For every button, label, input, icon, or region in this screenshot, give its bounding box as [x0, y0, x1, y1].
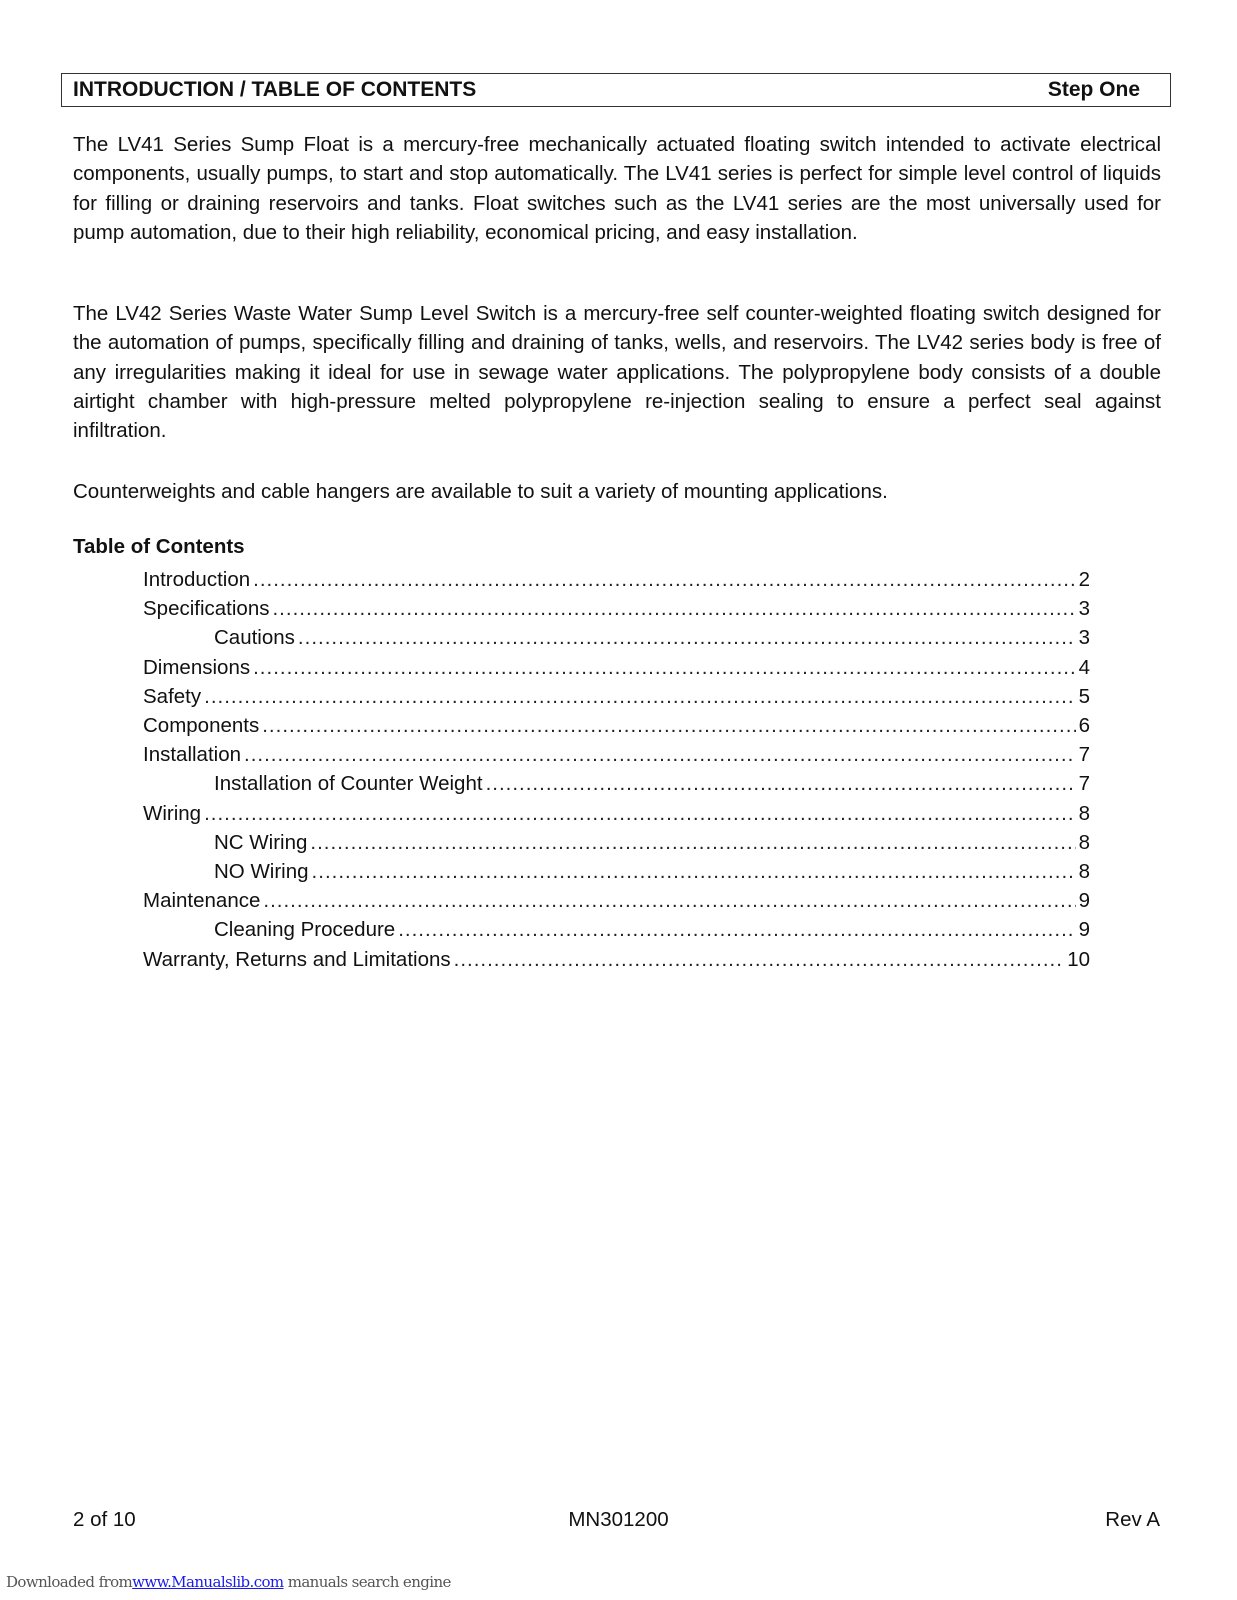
toc-entry-label: Dimensions: [143, 655, 251, 679]
section-header: [61, 73, 1171, 107]
toc-leader-dots: [454, 945, 1065, 975]
footer-page-number: 2 of 10: [73, 1508, 136, 1531]
toc-entry-page: 3: [1078, 597, 1090, 621]
step-label: Step One: [1047, 78, 1140, 101]
toc-leader-dots: [310, 828, 1075, 858]
toc-leader-dots: [263, 886, 1075, 916]
toc-entry-label: Wiring: [143, 801, 202, 825]
toc-entry[interactable]: [214, 828, 1090, 858]
toc-entry-page: 5: [1078, 684, 1090, 708]
toc-leader-dots: [298, 623, 1076, 653]
toc-entry-label: Introduction: [143, 568, 251, 591]
toc-leader-dots: [272, 594, 1075, 624]
toc-leader-dots: [253, 565, 1075, 595]
toc-entry-page: 2: [1078, 568, 1090, 591]
toc-entry[interactable]: [214, 915, 1090, 945]
section-title: INTRODUCTION / TABLE OF CONTENTS: [73, 78, 477, 101]
footer-doc-number: MN301200: [568, 1508, 669, 1531]
toc-entry-page: 10: [1067, 947, 1090, 971]
toc-entry-label: Specifications: [143, 597, 270, 621]
toc-entry-page: 7: [1078, 743, 1090, 767]
intro-paragraph-lv42: The LV42 Series Waste Water Sump Level Switch is a mercury-free self counter-weighted floating switch designed for the automation of pumps, specifically filling and draining of tanks, wells, and reservoirs. The LV42 series body is free of any irregularities making it ideal for use in sewage water applications. The polypropylene body consists of a double airtight chamber with high-pressure melted polypropylene re-injection sealing to ensure a perfect seal against infiltration.: [73, 302, 1161, 443]
toc-entry-label: Cleaning Procedure: [214, 918, 396, 942]
toc-leader-dots: [486, 769, 1076, 799]
intro-paragraph-counterweights: Counterweights and cable hangers are available to suit a variety of mounting applications.: [73, 480, 888, 503]
toc-entry-label: Installation of Counter Weight: [214, 772, 483, 796]
toc-entry-page: 7: [1078, 772, 1090, 796]
toc-entry[interactable]: [143, 565, 1090, 595]
toc-entry[interactable]: [143, 682, 1090, 712]
download-prefix: Downloaded from: [6, 1573, 133, 1591]
toc-leader-dots: [244, 740, 1076, 770]
toc-entry[interactable]: [143, 594, 1090, 624]
footer-revision: Rev A: [1105, 1508, 1160, 1531]
toc-entry-page: 8: [1078, 801, 1090, 825]
toc-entry-label: Installation: [143, 743, 242, 767]
download-suffix: manuals search engine: [283, 1573, 451, 1591]
toc-title: Table of Contents: [73, 535, 245, 558]
toc-entry-label: Warranty, Returns and Limitations: [143, 947, 451, 971]
toc-entry[interactable]: [143, 886, 1090, 916]
toc-entry[interactable]: [214, 623, 1090, 653]
toc-entry[interactable]: [143, 945, 1090, 975]
toc-entry-label: NC Wiring: [214, 830, 308, 854]
toc-entry-page: 9: [1078, 889, 1090, 913]
toc-entry[interactable]: [143, 740, 1090, 770]
toc-leader-dots: [312, 857, 1076, 887]
toc-entry-page: 8: [1078, 830, 1090, 854]
toc-entry-page: 8: [1078, 860, 1090, 883]
toc-leader-dots: [262, 711, 1075, 741]
toc-entry[interactable]: [143, 799, 1090, 829]
download-banner: [6, 1573, 451, 1591]
toc-entry-label: Cautions: [214, 626, 295, 650]
toc-entry-page: 4: [1078, 655, 1090, 679]
toc-leader-dots: [204, 799, 1076, 829]
toc-entry[interactable]: [143, 653, 1090, 683]
toc-entry-label: Safety: [143, 684, 202, 708]
toc-leader-dots: [204, 682, 1075, 712]
toc-entry-page: 3: [1078, 626, 1090, 650]
toc-entry-label: Maintenance: [143, 889, 261, 913]
intro-paragraph-lv41: The LV41 Series Sump Float is a mercury-free mechanically actuated floating switch intended to activate electrical components, usually pumps, to start and stop automatically. The LV41 series is perfect for simple level control of liquids for filling or draining reservoirs and tanks. Float switches such as the LV41 series are the most universally used for pump automation, due to their high reliability, economical pricing, and easy installation.: [73, 133, 1161, 244]
toc-entry-label: Components: [143, 714, 260, 737]
toc-entry-page: 6: [1078, 714, 1090, 737]
toc-entry-page: 9: [1078, 918, 1090, 942]
toc-entry[interactable]: [214, 857, 1090, 887]
manualslib-link[interactable]: www.Manualslib.com: [132, 1573, 284, 1591]
toc-leader-dots: [398, 915, 1075, 945]
toc-leader-dots: [253, 653, 1075, 683]
toc-entry[interactable]: [143, 711, 1090, 741]
toc-entry[interactable]: [214, 769, 1090, 799]
toc-entry-label: NO Wiring: [214, 860, 309, 883]
